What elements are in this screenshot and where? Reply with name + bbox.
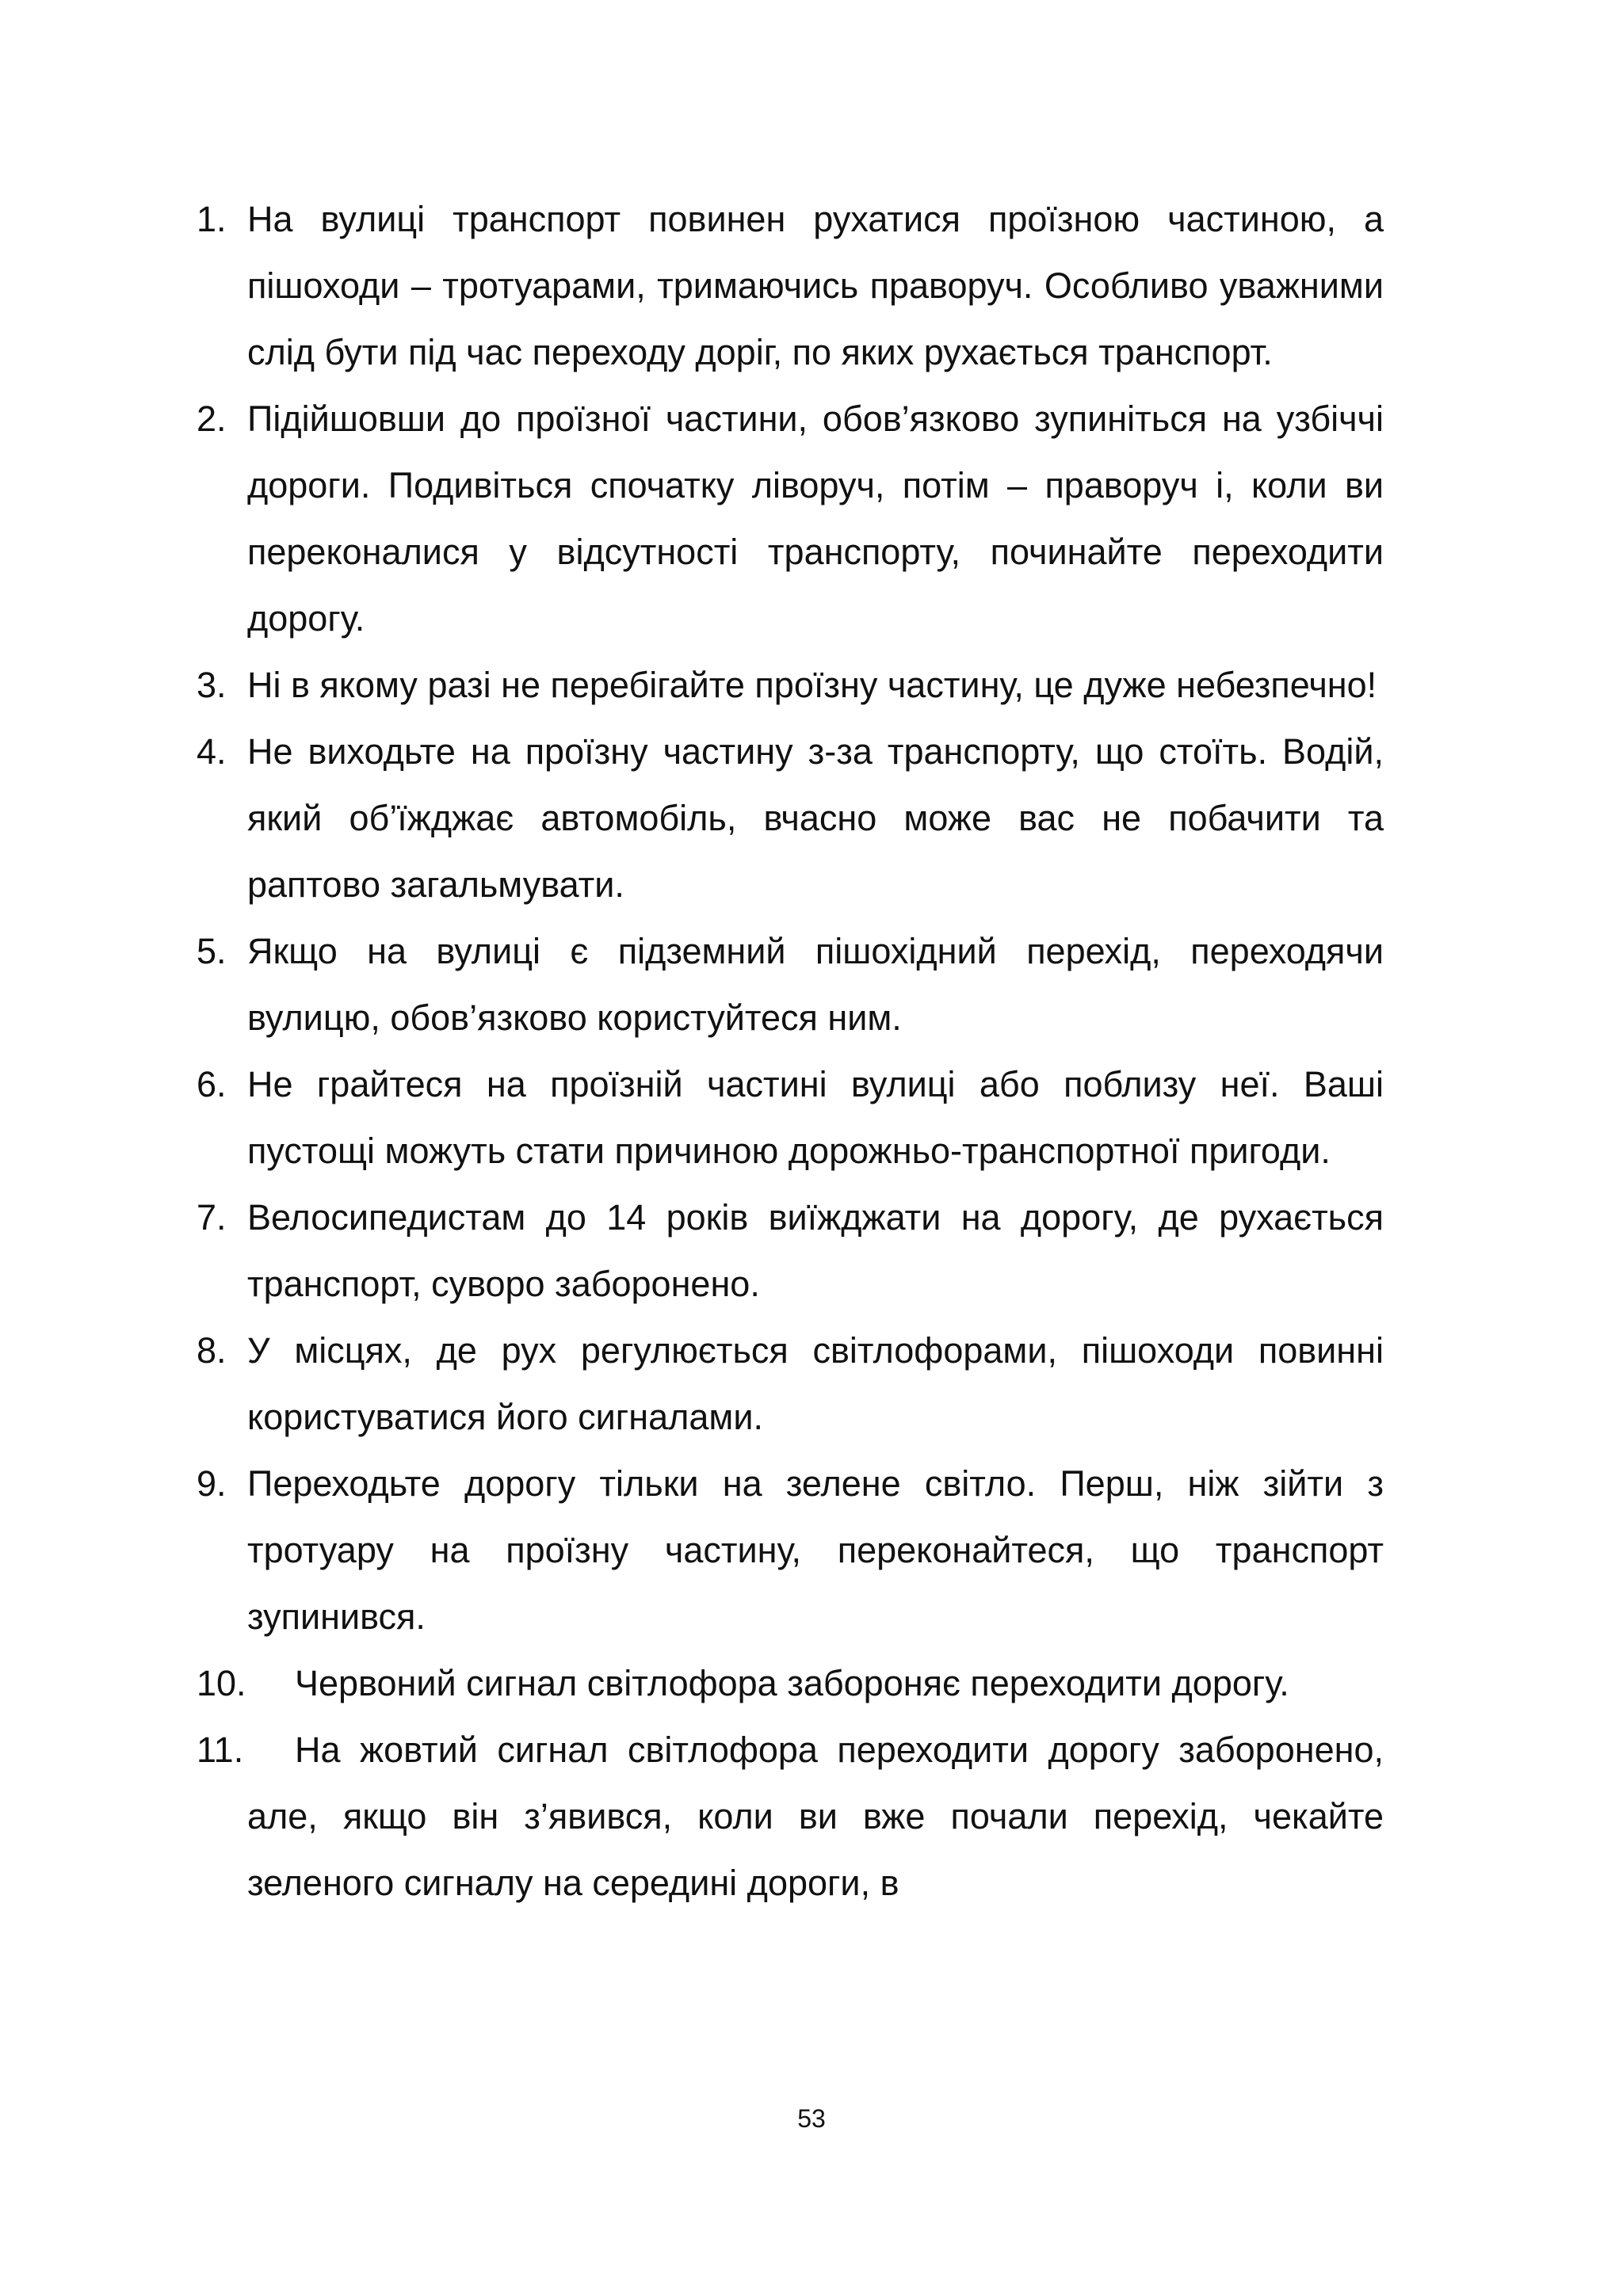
list-item-6 bbox=[197, 1051, 1384, 1184]
list-item-number: 4. bbox=[197, 731, 227, 772]
list-item-text: Не виходьте на проїзну частину з-за транспорту, що стоїть. Водій, який об’їжджає автомобіль, вчасно може вас не побачити та раптово загальмувати. bbox=[247, 731, 1384, 905]
list-item-text: Якщо на вулиці є підземний пішохідний перехід, переходячи вулицю, обов’язково користуйтеся ним. bbox=[247, 931, 1384, 1038]
list-item-number: 7. bbox=[197, 1197, 227, 1238]
list-item-10 bbox=[197, 1650, 1384, 1717]
list-item-11 bbox=[197, 1717, 1384, 1917]
list-item-number: 1. bbox=[197, 199, 227, 239]
list-item-3 bbox=[197, 652, 1384, 719]
list-item-text: Переходьте дорогу тільки на зелене світло. Перш, ніж зійти з тротуару на проїзну частину, переконайтеся, що транспорт зупинився. bbox=[247, 1463, 1384, 1637]
page-number: 53 bbox=[797, 2104, 826, 2133]
list-item-text: На вулиці транспорт повинен рухатися проїзною частиною, а пішоходи – тротуарами, тримаючись праворуч. Особливо уважними слід бути під час переходу доріг, по яких рухається транспорт. bbox=[247, 199, 1384, 372]
list-item-text: Підійшовши до проїзної частини, обов’язково зупиніться на узбіччі дороги. Подивіться спочатку ліворуч, потім – праворуч і, коли ви переконалися у відсутності транспорту, починайте переходити дорогу. bbox=[247, 399, 1384, 639]
list-item-text: У місцях, де рух регулюється світлофорами, пішоходи повинні користуватися його сигналами. bbox=[247, 1330, 1384, 1437]
list-item-number: 2. bbox=[197, 399, 227, 439]
list-item-4 bbox=[197, 719, 1384, 918]
list-item-number: 5. bbox=[197, 931, 227, 971]
list-item-number: 11. bbox=[197, 1730, 244, 1770]
list-item-number: 3. bbox=[197, 665, 227, 705]
list-item-2 bbox=[197, 386, 1384, 652]
list-item-text: Не грайтеся на проїзній частині вулиці або поблизу неї. Ваші пустощі можуть стати причиною дорожньо-транспортної пригоди. bbox=[247, 1064, 1384, 1171]
list-item-number: 6. bbox=[197, 1064, 227, 1104]
list-item-text: Велосипедистам до 14 років виїжджати на дорогу, де рухається транспорт, суворо заборонено. bbox=[247, 1197, 1384, 1304]
list-item-9 bbox=[197, 1451, 1384, 1650]
list-item-7 bbox=[197, 1184, 1384, 1318]
list-item-text: На жовтий сигнал світлофора переходити дорогу заборонено, але, якщо він з’явився, коли ви вже почали перехід, чекайте зеленого сигналу на середині дороги, в bbox=[247, 1730, 1384, 1903]
list-item-text: Ні в якому разі не перебігайте проїзну частину, це дуже небезпечно! bbox=[247, 665, 1377, 705]
list-item-1 bbox=[197, 186, 1384, 386]
list-item-number: 9. bbox=[197, 1463, 227, 1504]
list-item-5 bbox=[197, 918, 1384, 1051]
traffic-rules-list bbox=[197, 186, 1384, 1917]
list-item-text: Червоний сигнал світлофора забороняє переходити дорогу. bbox=[295, 1663, 1289, 1703]
list-item-number: 8. bbox=[197, 1330, 227, 1371]
list-item-8 bbox=[197, 1318, 1384, 1451]
list-item-number: 10. bbox=[197, 1663, 246, 1703]
